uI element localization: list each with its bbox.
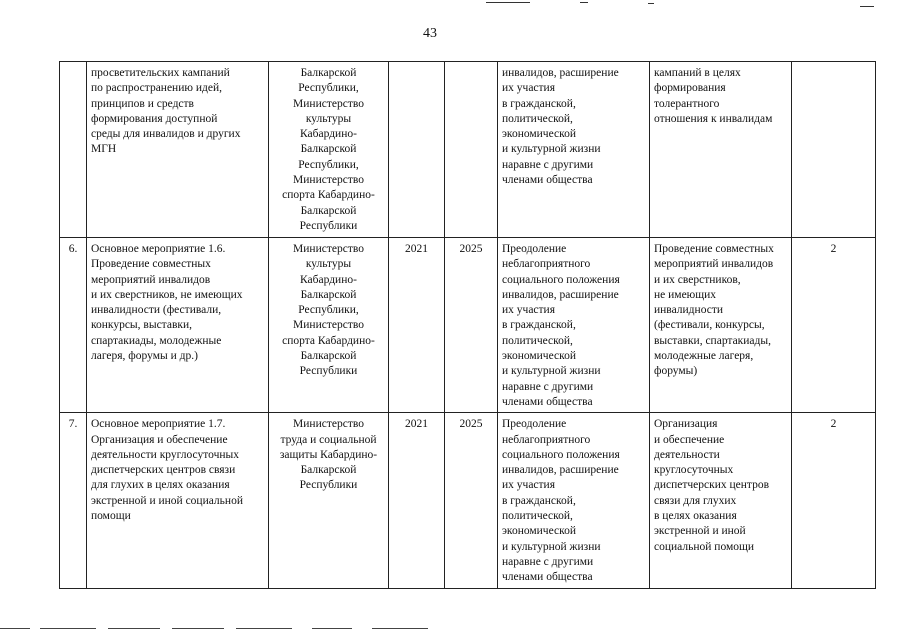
executor: Балкарской Республики, Министерство культуры Кабардино- Балкарской Республики, Министерство спорта Кабардино- Балкарской Республики [269,62,389,238]
expected-result: Преодоление неблагоприятного социального положения инвалидов, расширение их участия в гражданской, политической, экономической и культурной жизни наравне с другими членами общества [498,413,650,588]
row-number [60,62,87,238]
bottom-scan-lines [0,628,905,638]
scan-mark [860,6,874,7]
scan-mark [580,2,588,3]
activity-name: Основное мероприятие 1.7. Организация и обеспечение деятельности круглосуточных диспетчерских центров связи для глухих в целях оказания экстренной и иной социальной помощи [87,413,269,588]
row-number: 6. [60,238,87,413]
start-year: 2021 [389,413,445,588]
scan-mark [312,628,352,629]
activity-content: кампаний в целях формирования толерантного отношения к инвалидам [650,62,792,238]
scan-mark [236,628,292,629]
scan-mark [486,2,530,3]
table-row [60,413,876,588]
scan-mark [0,628,30,629]
expected-result: Преодоление неблагоприятного социального положения инвалидов, расширение их участия в гражданской, политической, экономической и культурной жизни наравне с другими членами общества [498,238,650,413]
scan-mark [372,628,428,629]
activity-name: просветительских кампаний по распространению идей, принципов и средств формирования доступной среды для инвалидов и других МГН [87,62,269,238]
executor: Министерство культуры Кабардино- Балкарской Республики, Министерство спорта Кабардино- Балкарской Республики [269,238,389,413]
indicator: 2 [792,238,876,413]
scan-mark [108,628,160,629]
end-year [445,62,498,238]
indicator: 2 [792,413,876,588]
activity-content: Проведение совместных мероприятий инвалидов и их сверстников, не имеющих инвалидности (фестивали, конкурсы, выставки, спартакиады, молодежные лагеря, форумы) [650,238,792,413]
start-year [389,62,445,238]
table-row [60,238,876,413]
page-number: 43 [423,26,437,41]
scan-mark [40,628,96,629]
end-year: 2025 [445,238,498,413]
activity-name: Основное мероприятие 1.6. Проведение совместных мероприятий инвалидов и их сверстников, не имеющих инвалидности (фестивали, конкурсы, выставки, спартакиады, молодежные лагеря, форумы и др.) [87,238,269,413]
executor: Министерство труда и социальной защиты Кабардино- Балкарской Республики [269,413,389,588]
scan-mark [648,3,654,4]
indicator [792,62,876,238]
row-number: 7. [60,413,87,588]
scan-mark [172,628,224,629]
activity-content: Организация и обеспечение деятельности круглосуточных диспетчерских центров связи для глухих в целях оказания экстренной и иной социальной помощи [650,413,792,588]
expected-result: инвалидов, расширение их участия в гражданской, политической, экономической и культурной жизни наравне с другими членами общества [498,62,650,238]
program-table [59,61,876,589]
table-row [60,62,876,238]
end-year: 2025 [445,413,498,588]
start-year: 2021 [389,238,445,413]
